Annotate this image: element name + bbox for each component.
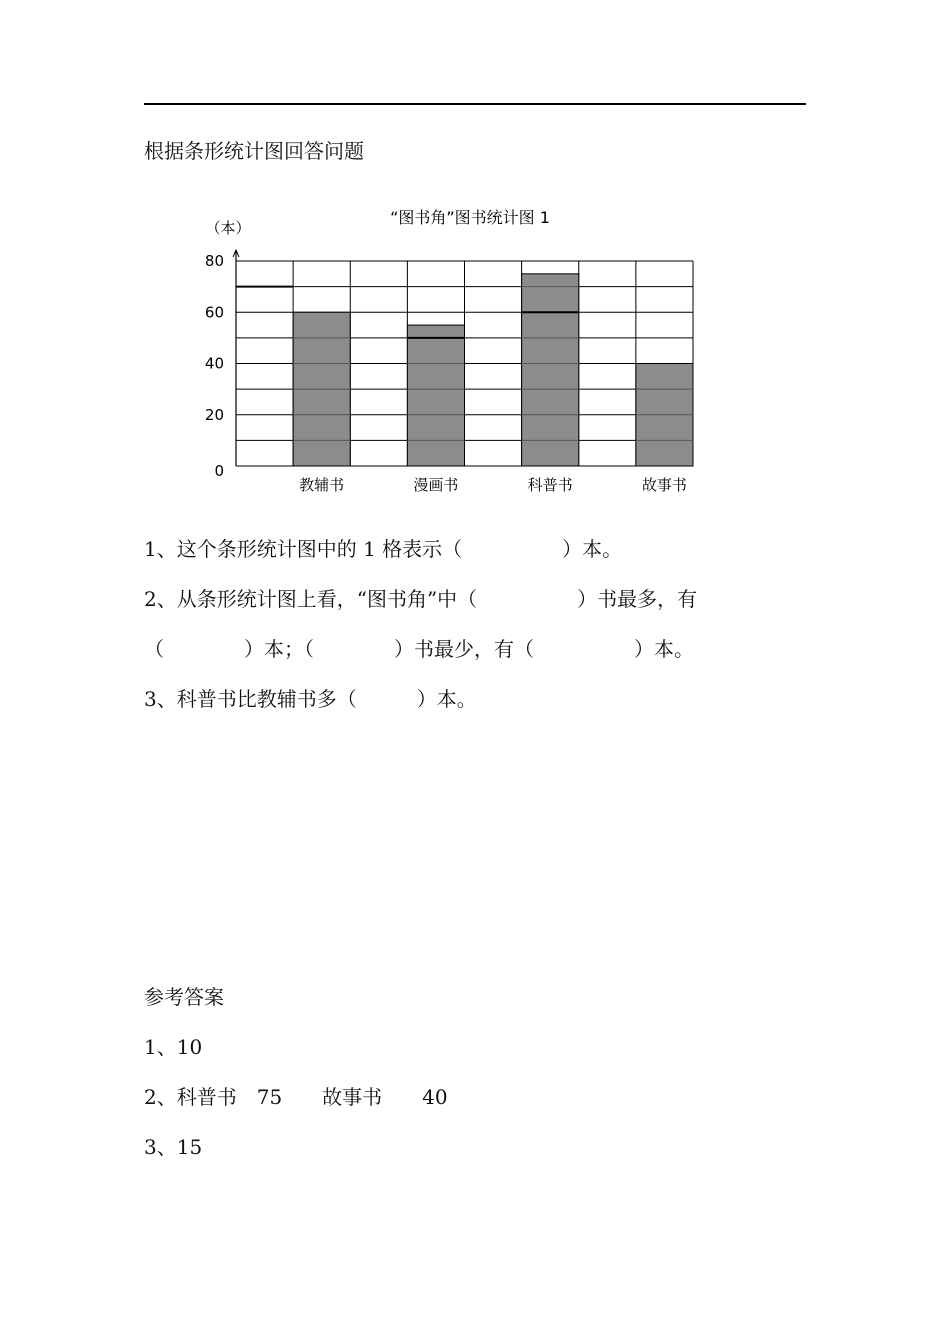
bar-科普书 [522,274,579,466]
answer-1: 1、10 [144,1035,203,1059]
y-axis-label: （本） [205,219,251,237]
intro-text: 根据条形统计图回答问题 [144,139,364,163]
axes [233,250,239,466]
y-tick-label: 40 [204,354,224,373]
category-label: 教辅书 [299,476,345,494]
bars [293,274,693,466]
y-tick-label: 80 [204,252,224,270]
question-2-line-2: （ ）本；（ ）书最少，有（ ）本。 [144,637,694,661]
chart-title: “图书角”图书统计图 1 [390,208,550,227]
answer-2: 2、科普书 75 故事书 40 [144,1085,448,1109]
x-categories [299,476,687,494]
y-tick-label: 0 [214,462,224,480]
y-tick-label: 20 [204,405,224,424]
question-2-line-1: 2、从条形统计图上看，“图书角”中（ ）书最多，有 [144,587,698,611]
y-tick-label: 60 [204,303,224,322]
question-3: 3、科普书比教辅书多（ ）本。 [144,687,477,711]
bar-chart [190,200,710,500]
question-1: 1、这个条形统计图中的 1 格表示（ ）本。 [144,537,623,561]
category-label: 漫画书 [413,476,459,494]
answers-title: 参考答案 [144,985,224,1009]
y-ticks [205,252,224,480]
header-rule [144,103,806,105]
category-label: 故事书 [641,476,687,494]
category-label: 科普书 [527,476,573,494]
answer-3: 3、15 [144,1135,203,1159]
bar-漫画书 [407,325,464,466]
